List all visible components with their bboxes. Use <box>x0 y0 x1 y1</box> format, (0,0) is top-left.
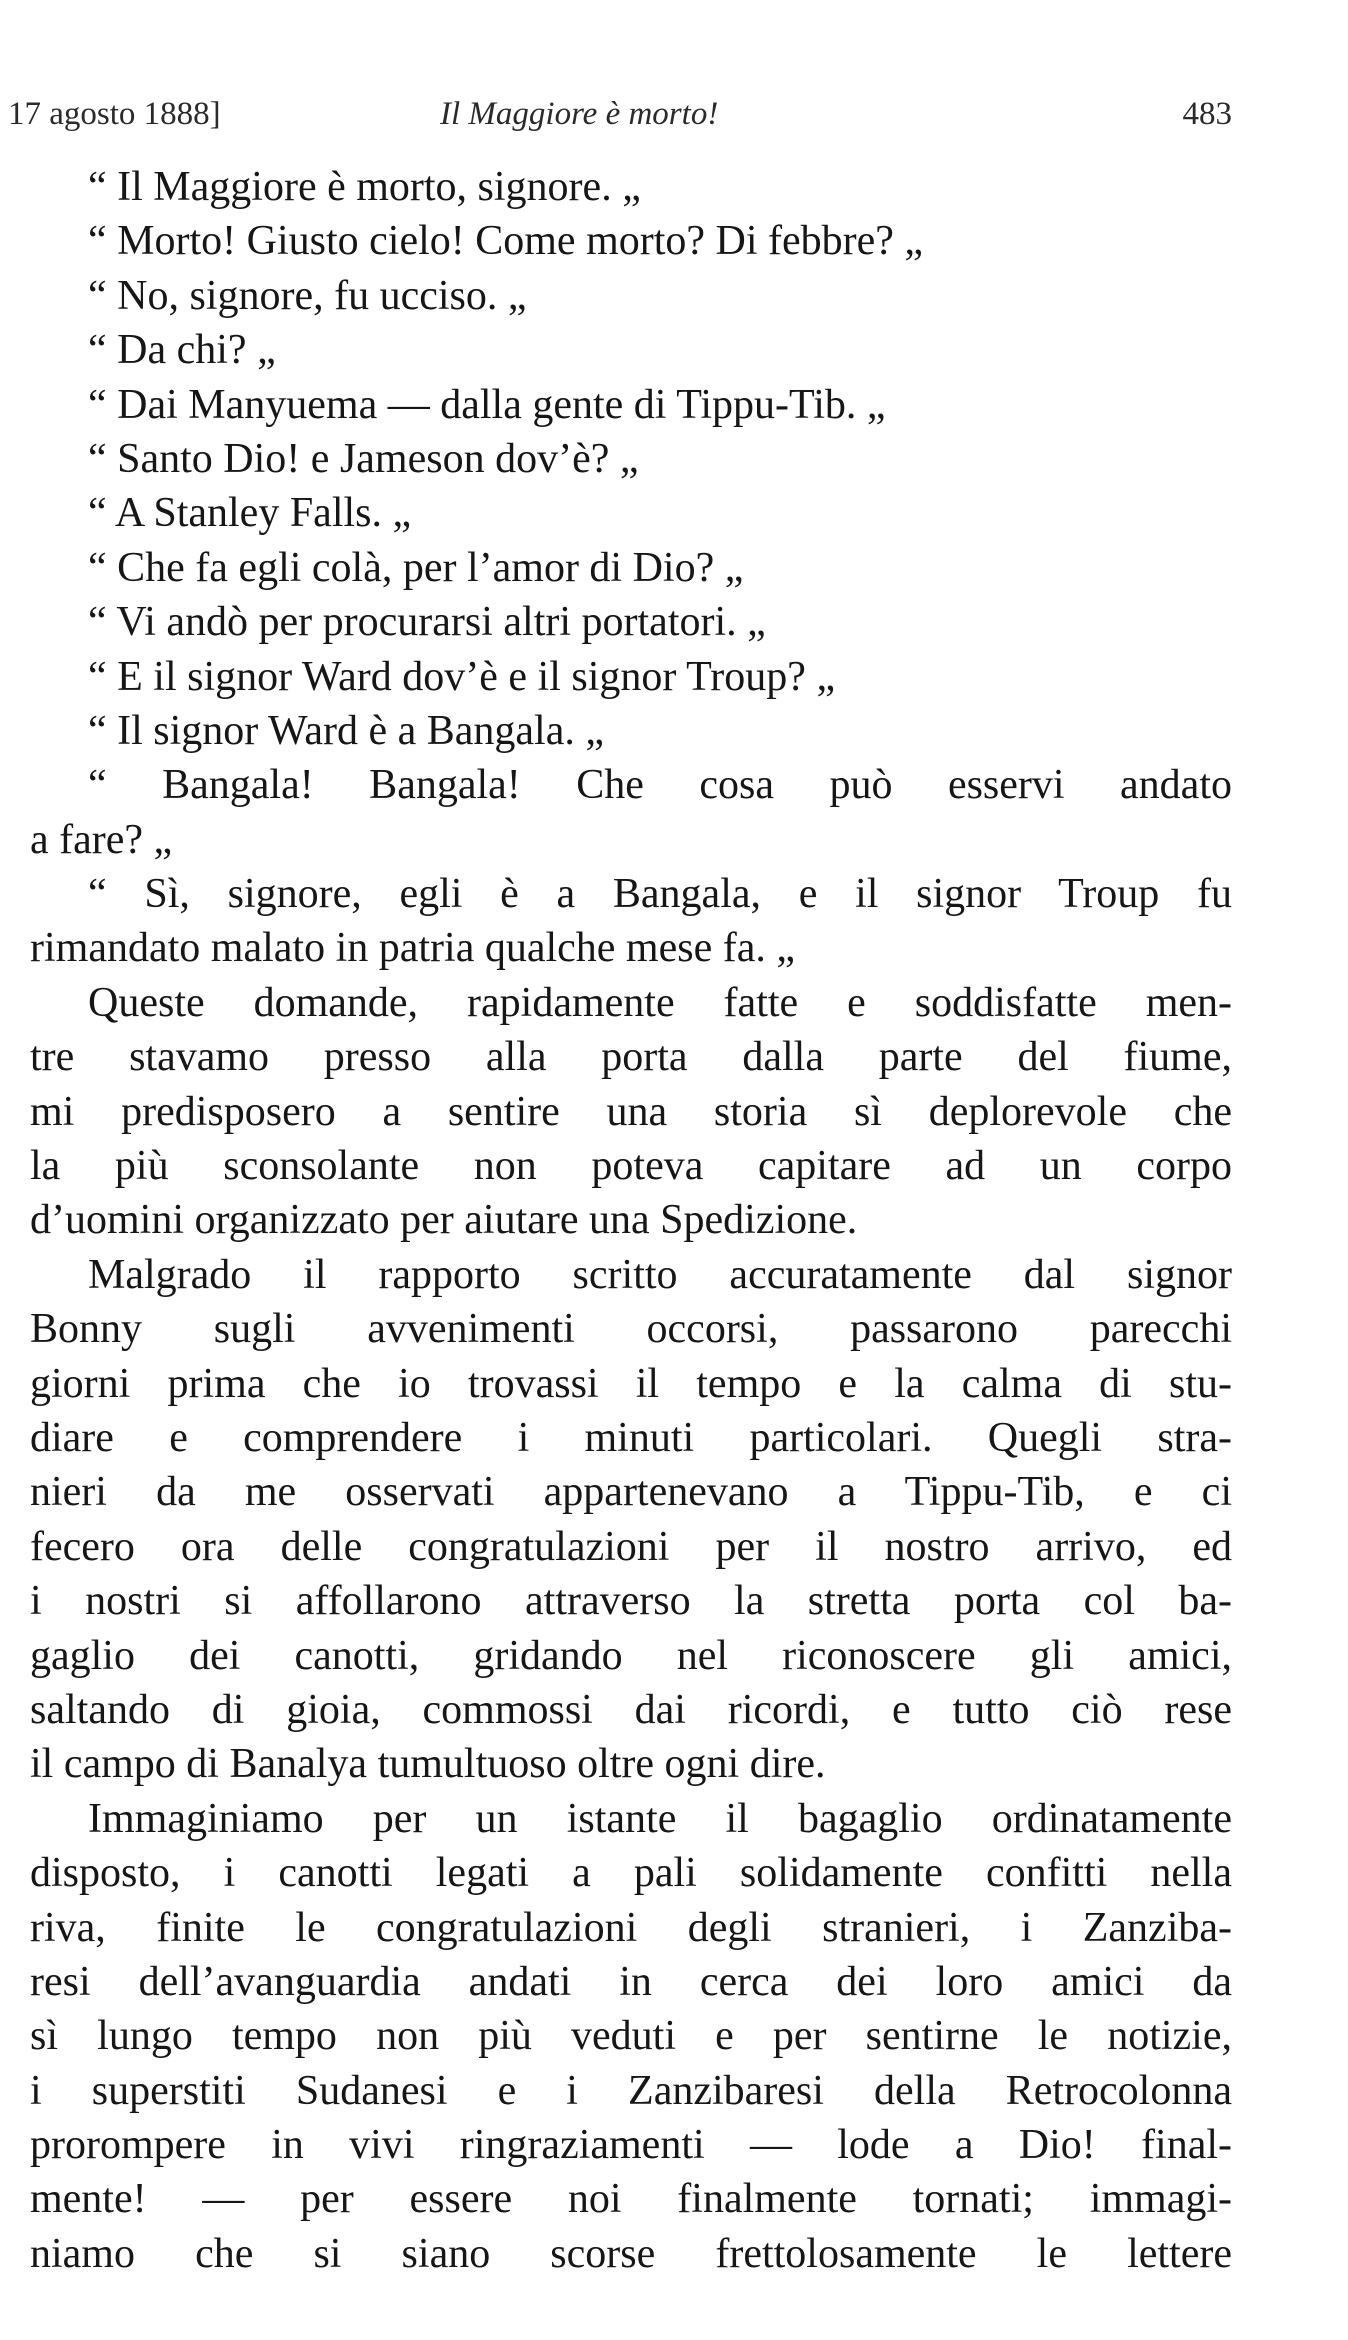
paragraph-line: Malgrado il rapporto scritto accuratamente dal signor <box>88 1251 1232 1298</box>
dialogue-line: “ Morto! Giusto cielo! Come morto? Di febbre? „ <box>88 218 924 265</box>
paragraph-line: Bonny sugli avvenimenti occorsi, passarono parecchi <box>30 1306 1232 1353</box>
page-number: 483 <box>1182 96 1232 132</box>
dialogue-line: “ Il signor Ward è a Bangala. „ <box>88 707 604 754</box>
paragraph-line: nieri da me osservati appartenevano a Tippu-Tib, e ci <box>30 1469 1232 1516</box>
dialogue-line: “ Dai Manyuema — dalla gente di Tippu-Tib. „ <box>88 381 886 428</box>
paragraph-line: i nostri si affollarono attraverso la stretta porta col ba- <box>30 1578 1232 1625</box>
paragraph-line: diare e comprendere i minuti particolari. Quegli stra- <box>30 1414 1232 1461</box>
dialogue-line: “ Santo Dio! e Jameson dov’è? „ <box>88 435 639 482</box>
paragraph-line: Immaginiamo per un istante il bagaglio ordinatamente <box>88 1795 1232 1842</box>
body-text <box>30 160 1232 2281</box>
dialogue-line: “ E il signor Ward dov’è e il signor Troup? „ <box>88 653 836 700</box>
dialogue-line: a fare? „ <box>30 816 173 863</box>
paragraph-line: d’uomini organizzato per aiutare una Spedizione. <box>30 1197 858 1244</box>
header-chapter-title: Il Maggiore è morto! <box>440 96 719 132</box>
paragraph-line: prorompere in vivi ringraziamenti — lode a Dio! final- <box>30 2122 1232 2169</box>
paragraph-line: il campo di Banalya tumultuoso oltre ogni dire. <box>30 1741 826 1788</box>
paragraph-line: riva, finite le congratulazioni degli stranieri, i Zanziba- <box>30 1904 1232 1951</box>
dialogue-line: “ No, signore, fu ucciso. „ <box>88 272 527 319</box>
paragraph-line: tre stavamo presso alla porta dalla parte del fiume, <box>30 1034 1232 1081</box>
dialogue-line: “ Sì, signore, egli è a Bangala, e il signor Troup fu <box>88 871 1232 918</box>
paragraph-line: fecero ora delle congratulazioni per il nostro arrivo, ed <box>30 1523 1232 1570</box>
running-header <box>8 96 1232 140</box>
dialogue-line: “ Il Maggiore è morto, signore. „ <box>88 164 641 210</box>
dialogue-line: “ A Stanley Falls. „ <box>88 490 412 537</box>
paragraph-line: gaglio dei canotti, gridando nel riconoscere gli amici, <box>30 1632 1232 1679</box>
dialogue-line: rimandato malato in patria qualche mese fa. „ <box>30 925 796 972</box>
paragraph-line: saltando di gioia, commossi dai ricordi, e tutto ciò rese <box>30 1686 1232 1733</box>
paragraph-line: giorni prima che io trovassi il tempo e la calma di stu- <box>30 1360 1232 1407</box>
paragraph-line: mente! — per essere noi finalmente tornati; immagi- <box>30 2176 1232 2223</box>
paragraph-line: disposto, i canotti legati a pali solidamente confitti nella <box>30 1850 1232 1897</box>
paragraph-line: sì lungo tempo non più veduti e per sentirne le notizie, <box>30 2013 1232 2060</box>
paragraph-line: mi predisposero a sentire una storia sì deplorevole che <box>30 1088 1232 1135</box>
dialogue-line: “ Da chi? „ <box>88 327 276 374</box>
paragraph-line: niamo che si siano scorse frettolosamente le lettere <box>30 2230 1232 2277</box>
dialogue-line: “ Che fa egli colà, per l’amor di Dio? „ <box>88 544 744 591</box>
dialogue-line: “ Vi andò per procurarsi altri portatori. „ <box>88 599 766 646</box>
paragraph-line: la più sconsolante non poteva capitare ad un corpo <box>30 1143 1232 1190</box>
paragraph-line: resi dell’avanguardia andati in cerca dei loro amici da <box>30 1958 1232 2005</box>
paragraph-line: Queste domande, rapidamente fatte e soddisfatte men- <box>88 979 1232 1026</box>
paragraph-line: i superstiti Sudanesi e i Zanzibaresi della Retrocolonna <box>30 2067 1232 2114</box>
dialogue-line: “ Bangala! Bangala! Che cosa può esservi andato <box>88 762 1232 809</box>
header-date: 17 agosto 1888] <box>8 96 221 132</box>
